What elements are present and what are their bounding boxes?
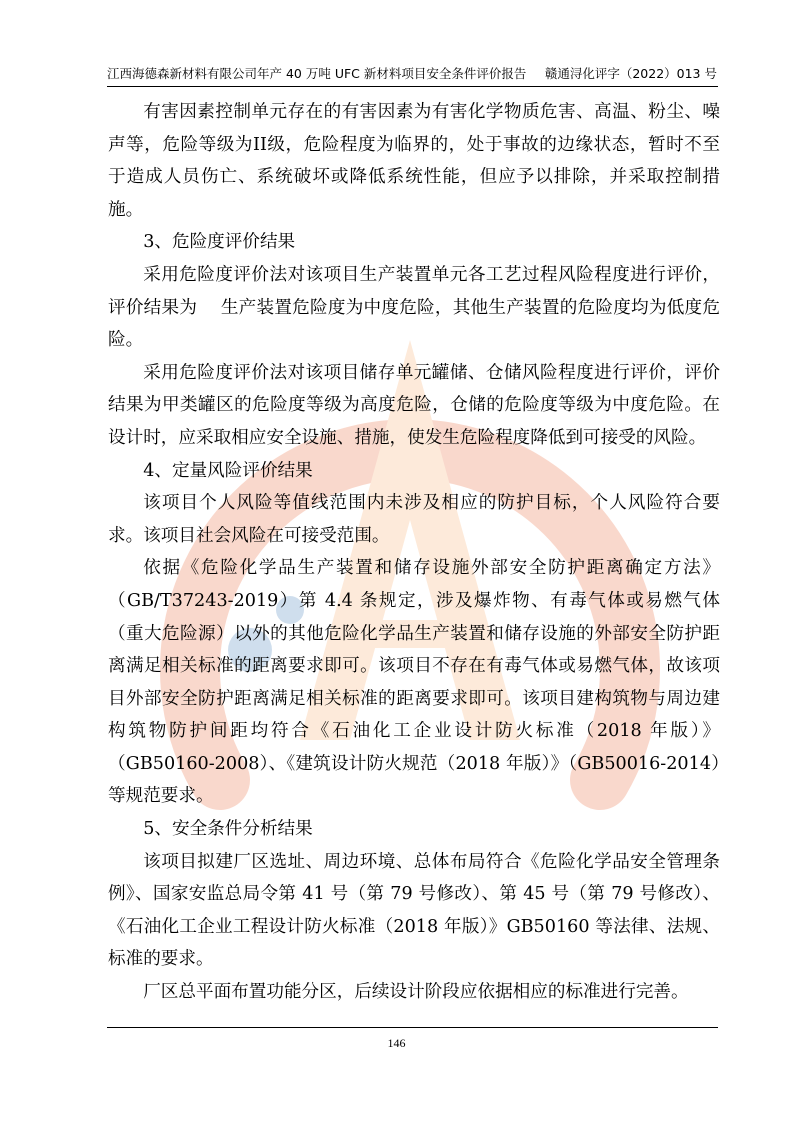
section-heading-quantitative-risk: 4、定量风险评价结果: [143, 460, 313, 481]
paragraph-production-risk: 采用危险度评价法对该项目生产装置单元各工艺过程风险程度进行评价，评价结果为 生产装置危险度为中度危险，其他生产装置的危险度均为低度危险。: [108, 264, 720, 351]
page-header: [107, 64, 717, 84]
section-heading-risk-assessment: 3、危险度评价结果: [143, 232, 296, 253]
header-divider: [107, 86, 718, 87]
paragraph-layout-note: 厂区总平面布置功能分区，后续设计阶段应依据相应的标准进行完善。: [143, 982, 689, 1003]
paragraph-safety-distance: 依据《危险化学品生产装置和储存设施外部安全防护距离确定方法》（GB/T37243-2019）第 4.4 条规定，涉及爆炸物、有毒气体或易燃气体（重大危险源）以外的其他危险化学品生产装置和储存设施的外部安全防护距离满足相关标准的距离要求即可。该项目不存在有毒气体或易燃气体，故该项目外部安全防护距离满足相关标准的距离要求即可。该项目建构筑物与周边建构筑物防护间距均符合《石油化工企业设计防火标准（2018 年版）》（GB50160-2008）、《建筑设计防火规范（2018 年版）》（GB50016-2014）等规范要求。: [108, 558, 720, 807]
paragraph-hazard-control: 有害因素控制单元存在的有害因素为有害化学物质危害、高温、粉尘、噪声等，危险等级为II级，危险程度为临界的，处于事故的边缘状态，暂时不至于造成人员伤亡、系统破坏或降低系统性能，但应予以排除，并采取控制措施。: [108, 102, 720, 220]
paragraph-storage-risk: 采用危险度评价法对该项目储存单元罐储、仓储风险程度进行评价，评价结果为甲类罐区的危险度等级为高度危险，仓储的危险度等级为中度危险。在设计时，应采取相应安全设施、措施，使发生危险程度降低到可接受的风险。: [108, 362, 720, 448]
paragraph-individual-risk: 该项目个人风险等值线范围内未涉及相应的防护目标，个人风险符合要求。该项目社会风险在可接受范围。: [108, 493, 720, 546]
section-heading-safety-conditions: 5、安全条件分析结果: [143, 819, 313, 840]
page-number: 146: [387, 1036, 406, 1050]
header-document-number: 赣通浔化评字（2022）013 号: [544, 66, 717, 81]
footer-divider: [107, 1027, 718, 1028]
paragraph-site-compliance: 该项目拟建厂区选址、周边环境、总体布局符合《危险化学品安全管理条例》、国家安监总局令第 41 号（第 79 号修改）、第 45 号（第 79 号修改）、《石油化工企业工程设计防火标准（2018 年版）》GB50160 等法律、法规、标准的要求。: [108, 851, 720, 970]
document-body: [108, 96, 720, 1009]
header-report-title: 江西海德森新材料有限公司年产 40 万吨 UFC 新材料项目安全条件评价报告: [107, 66, 527, 81]
